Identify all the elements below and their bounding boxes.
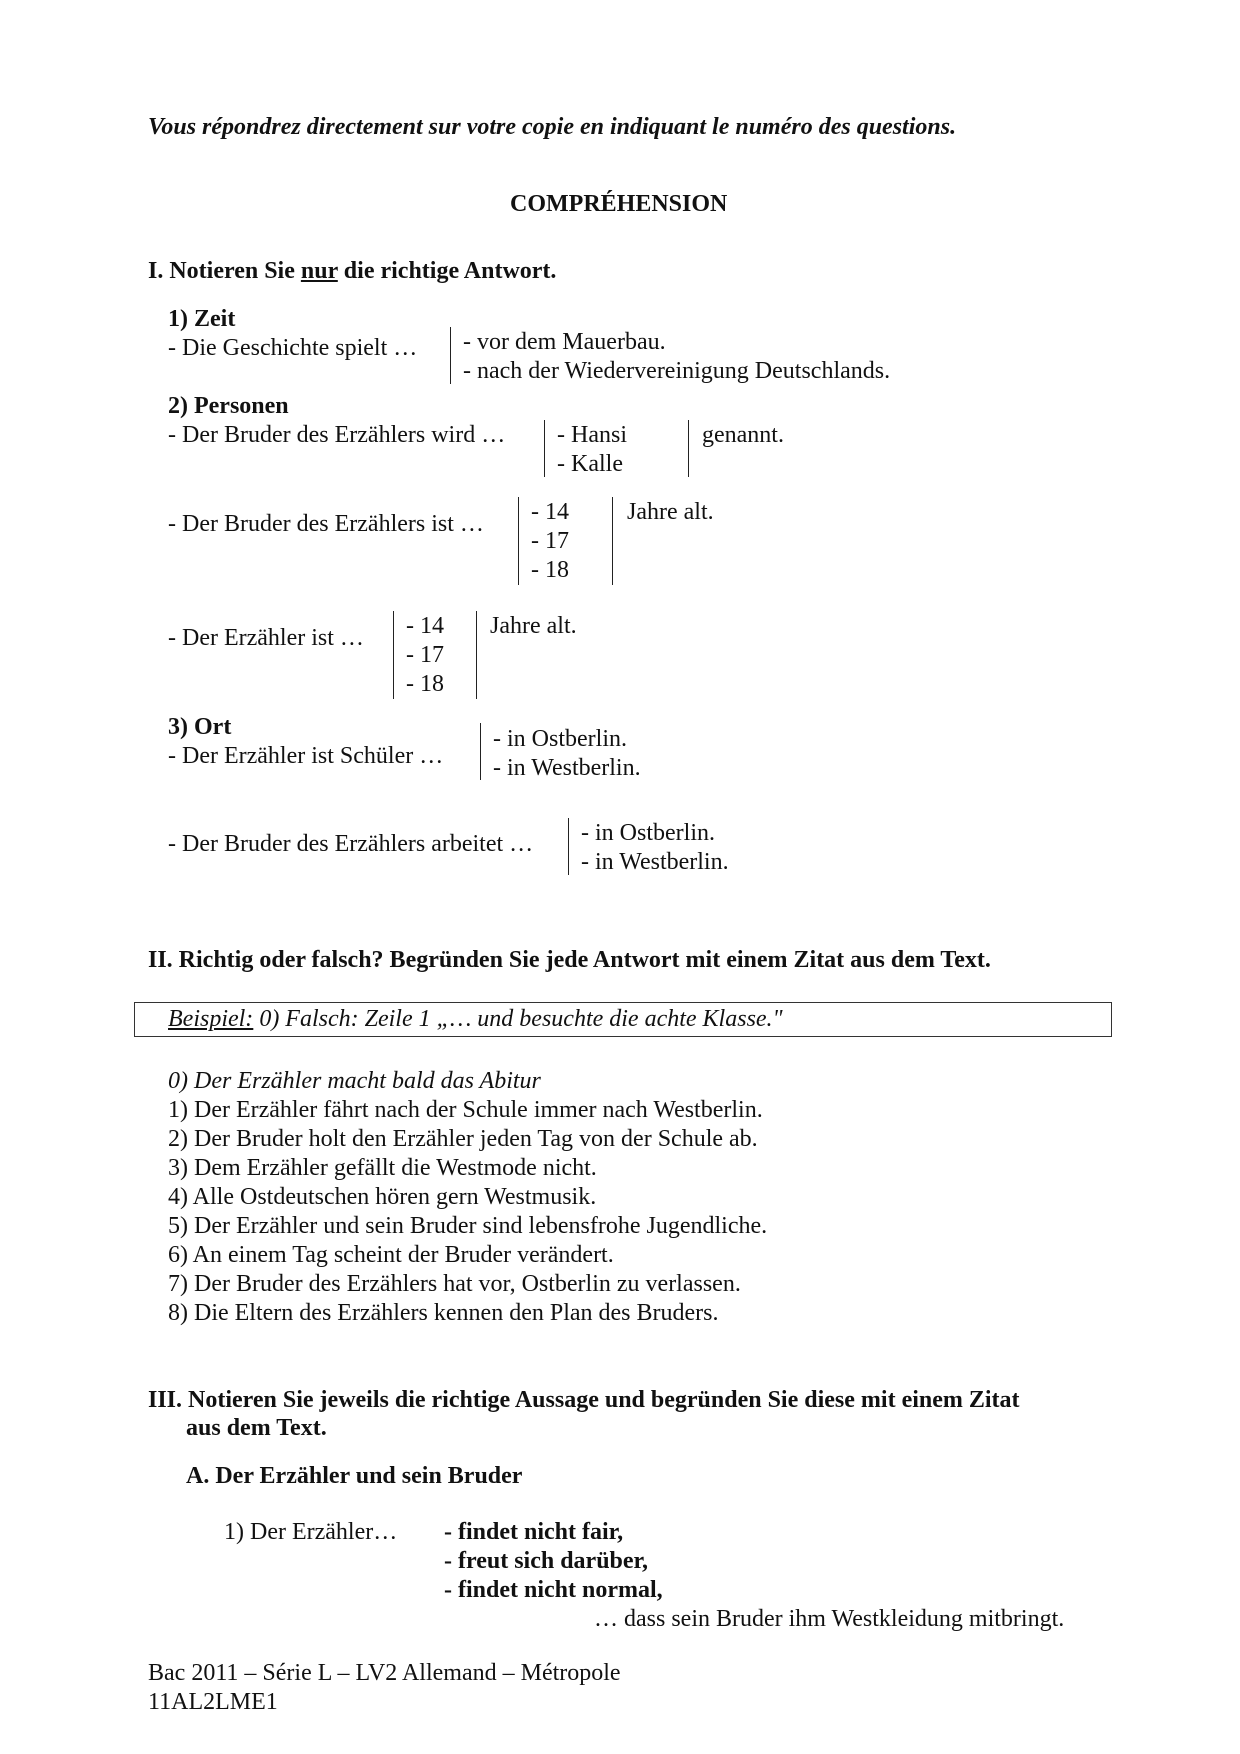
statement-1: 1) Der Erzähler fährt nach der Schule immer nach Westberlin.	[168, 1097, 763, 1123]
s3-q1-option-1: - findet nicht fair,	[444, 1519, 624, 1545]
section-1-title-underlined: nur	[300, 258, 338, 284]
section-3-subheading: A. Der Erzähler und sein Bruder	[186, 1463, 523, 1489]
q2c-option-3: - 18	[406, 671, 444, 697]
q2b-bracket-right	[612, 497, 613, 585]
q2a-option-2: - Kalle	[557, 451, 623, 477]
statement-4: 4) Alle Ostdeutschen hören gern Westmusik.	[168, 1184, 597, 1210]
q2c-option-1: - 14	[406, 613, 444, 639]
q1-bracket	[450, 327, 451, 384]
statement-8: 8) Die Eltern des Erzählers kennen den Plan des Bruders.	[168, 1300, 719, 1326]
footer-line-2: 11AL2LME1	[148, 1689, 278, 1715]
q2a-bracket-right	[688, 420, 689, 477]
example-label: Beispiel:	[168, 1006, 254, 1032]
q2c-stem: - Der Erzähler ist …	[168, 625, 364, 651]
q2b-option-3: - 18	[531, 557, 569, 583]
q2c-option-2: - 17	[406, 642, 444, 668]
q1-stem: - Die Geschichte spielt …	[168, 335, 418, 361]
section-1-title-pre: I. Notieren Sie	[148, 258, 301, 284]
section-1-title-post: die richtige Antwort.	[337, 258, 557, 284]
q3a-stem: - Der Erzähler ist Schüler …	[168, 743, 444, 769]
q3-heading: 3) Ort	[168, 714, 232, 740]
statement-5: 5) Der Erzähler und sein Bruder sind lebensfrohe Jugendliche.	[168, 1213, 768, 1239]
page-heading: COMPRÉHENSION	[510, 191, 728, 217]
q3a-option-1: - in Ostberlin.	[493, 726, 627, 752]
q2c-suffix: Jahre alt.	[490, 613, 577, 639]
example-statement: 0) Der Erzähler macht bald das Abitur	[168, 1068, 541, 1094]
q2c-bracket-right	[476, 611, 477, 699]
q1-heading: 1) Zeit	[168, 306, 236, 332]
q2b-option-1: - 14	[531, 499, 569, 525]
statement-2: 2) Der Bruder holt den Erzähler jeden Tag von der Schule ab.	[168, 1126, 758, 1152]
q3b-stem: - Der Bruder des Erzählers arbeitet …	[168, 831, 534, 857]
example-text: 0) Falsch: Zeile 1 „… und besuchte die achte Klasse."	[253, 1006, 783, 1032]
q1-option-2: - nach der Wiedervereinigung Deutschlands.	[463, 358, 891, 384]
statement-7: 7) Der Bruder des Erzählers hat vor, Ostberlin zu verlassen.	[168, 1271, 741, 1297]
section-2-title: II. Richtig oder falsch? Begründen Sie jede Antwort mit einem Zitat aus dem Text.	[148, 947, 991, 973]
statement-3: 3) Dem Erzähler gefällt die Westmode nicht.	[168, 1155, 597, 1181]
q3b-option-1: - in Ostberlin.	[581, 820, 715, 846]
statement-6: 6) An einem Tag scheint der Bruder verändert.	[168, 1242, 614, 1268]
instruction: Vous répondrez directement sur votre copie en indiquant le numéro des questions.	[148, 114, 957, 140]
section-3-title-line-2: aus dem Text.	[186, 1415, 327, 1441]
s3-q1-option-3: - findet nicht normal,	[444, 1577, 663, 1603]
q2b-suffix: Jahre alt.	[627, 499, 714, 525]
q3a-option-2: - in Westberlin.	[493, 755, 641, 781]
q2c-bracket-left	[393, 611, 394, 699]
q1-option-1: - vor dem Mauerbau.	[463, 329, 666, 355]
example-line	[168, 1005, 783, 1033]
q2b-option-2: - 17	[531, 528, 569, 554]
q3b-option-2: - in Westberlin.	[581, 849, 729, 875]
q2a-option-1: - Hansi	[557, 422, 627, 448]
q2-heading: 2) Personen	[168, 393, 289, 419]
section-1-title	[148, 257, 556, 285]
q3a-bracket	[480, 723, 481, 780]
q2a-suffix: genannt.	[702, 422, 784, 448]
s3-q1-continuation: … dass sein Bruder ihm Westkleidung mitbringt.	[594, 1606, 1065, 1632]
s3-q1-option-2: - freut sich darüber,	[444, 1548, 648, 1574]
q2b-stem: - Der Bruder des Erzählers ist …	[168, 511, 484, 537]
s3-q1-stem: 1) Der Erzähler…	[224, 1519, 398, 1545]
q2a-bracket-left	[544, 420, 545, 477]
q2b-bracket-left	[518, 497, 519, 585]
q2a-stem: - Der Bruder des Erzählers wird …	[168, 422, 506, 448]
section-3-title-line-1: III. Notieren Sie jeweils die richtige Aussage und begründen Sie diese mit einem Zitat	[148, 1387, 1020, 1413]
q3b-bracket	[568, 818, 569, 875]
footer-line-1: Bac 2011 – Série L – LV2 Allemand – Métropole	[148, 1660, 621, 1686]
